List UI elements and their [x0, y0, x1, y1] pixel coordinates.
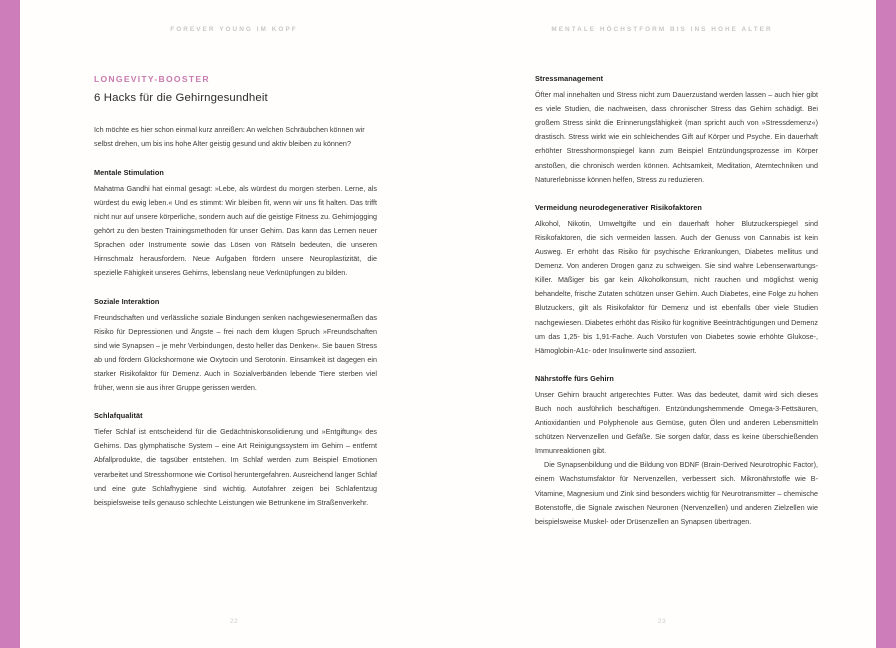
section-paragraph: Alkohol, Nikotin, Umweltgifte und ein dauerhaft hoher Blutzuckerspiegel sind Risikofaktoren, die sich vermeiden lassen. Auch der Genuss von Cannabis ist kein Ausweg. Er erhöht das Risiko für psychische Erkrankungen, Diabetes mellitus und Demenz. Von anderen Drogen ganz zu schweigen. Sie sind wahre Lebenserwartungs-Killer. Mäßiger bis gar kein Alkoholkonsum, nicht rauchen und möglichst wenig behandelte, frische Zutaten schützen unser Gehirn. Auch Diabetes, eine Folge zu hohen Blutzuckers, gilt als Risikofaktor für Demenz und ist ebenfalls über viele Studien nachgewiesen. Diabetes erhöht das Risiko für kognitive Beeinträchtigungen und Demenz um das 1,25- bis 1,91-Fache. Auch Vorstufen von Diabetes sowie erhöhte Glukose-, Hämoglobin-A1c- oder Insulinwerte sind assoziiert. — [535, 218, 818, 355]
right-page-number: 23 — [657, 618, 667, 625]
section-schlafqualitaet — [94, 411, 377, 510]
section-heading: Vermeidung neurodegenerativer Risikofaktoren — [535, 202, 702, 212]
section-paragraph: Mahatma Gandhi hat einmal gesagt: »Lebe, als würdest du morgen sterben. Lerne, als würdest du ewig leben.« Und es stimmt: Wir bleiben fit, wenn wir uns fit halten. Das trifft nicht nur auf unsere körperliche, sondern auch auf die geistige Fitness zu. Gehirnjogging gehört zu den besten Trainingsmethoden für unser Gehirn. Das kann das Lernen neuer Sprachen oder Instrumente sowie das Lösen von Rätseln bedeuten, die unseren Hirnschmalz herausfordern. Neue Aufgaben fördern unsere Neuroplastizität, die spezielle Fähigkeit unseres Gehirns, lebenslang neue Verknüpfungen zu bilden. — [94, 183, 377, 278]
page-title: 6 Hacks für die Gehirngesundheit — [94, 92, 268, 105]
section-heading: Soziale Interaktion — [94, 296, 160, 306]
section-heading: Stressmanagement — [535, 74, 604, 83]
section-heading: Mentale Stimulation — [94, 167, 164, 177]
right-page-text-column — [535, 74, 818, 529]
left-page-number: 22 — [229, 618, 239, 625]
chapter-kicker: LONGEVITY-BOOSTER — [94, 74, 210, 84]
left-running-head: FOREVER YOUNG IM KOPF — [170, 26, 298, 33]
section-naehrstoffe-fuers-gehirn — [535, 374, 818, 529]
section-heading: Schlafqualität — [94, 411, 143, 421]
section-paragraph: Tiefer Schlaf ist entscheidend für die Gedächtniskonsolidierung und »Entgiftung« des Gehirns. Das glymphatische System – eine Art Reinigungssystem im Gehirn – entfernt Abfallprodukte, die tagsüber entstehen. Im Schlaf werden zum Beispiel Emotionen verarbeitet und Stresshormone wie Cortisol heruntergefahren. Ausreichend langer Schlaf und eine gute Schlafhygiene sind wichtig. Autofahrer zeigen bei Schlafentzug beispielsweise teils genauso schlechte Leistungen wie Betrunkene im Straßenverkehr. — [94, 427, 377, 507]
left-page-edge-band — [0, 0, 20, 648]
section-heading: Nährstoffe fürs Gehirn — [535, 373, 614, 383]
section-paragraph: Freundschaften und verlässliche soziale Bindungen senken nachgewiesenermaßen das Risiko für Depressionen und Ängste – frei nach dem klugen Spruch »Freundschaften sind wie Synapsen – je mehr Verbindungen, desto heller das Denken«. Sie bauen Stress ab und fördern Glückshormone wie Oxytocin und Serotonin. Einsamkeit ist dagegen ein starker Risikofaktor für Demenz. Auch in Sozialverbänden lebende Tiere sterben viel früher, wenn sie aus ihrer Gruppe gerissen werden. — [94, 312, 377, 393]
intro-paragraph: Ich möchte es hier schon einmal kurz anreißen: An welchen Schräubchen können wir selbst drehen, um bis ins hohe Alter geistig gesund und aktiv bleiben zu können? — [94, 124, 365, 148]
section-mentale-stimulation — [94, 168, 377, 281]
section-paragraph: Öfter mal innehalten und Stress nicht zum Dauerzustand werden lassen – auch hier gibt es viele Studien, die nachweisen, dass chronischer Stress das Gehirn schädigt. Bei großem Stress sinkt die Erinnerungsfähigkeit (man spricht auch von »Stressdemenz«) drastisch. Stress wirkt wie ein schleichendes Gift auf Körper und Psyche. Ein dauerhaft erhöhter Stresshormonspiegel kann zum Beispiel Entzündungsprozesse im Körper anstoßen, die chronisch werden können. Achtsamkeit, Meditation, Atemtechniken und Naturerlebnisse können helfen, Stress zu reduzieren. — [535, 90, 818, 184]
section-vermeidung-risikofaktoren — [535, 203, 818, 358]
left-page — [20, 0, 448, 648]
section-soziale-interaktion — [94, 297, 377, 396]
section-paragraph: Unser Gehirn braucht artgerechtes Futter. Was das bedeutet, damit wird sich dieses Buch noch ausführlich beschäftigen. Entzündungshemmende Omega-3-Fettsäuren, Antioxidantien und Polyphenole aus Gemüse, guten Ölen und anderen Lebensmitteln schützen Nervenzellen und Gefäße. Sie sorgen dafür, dass es keine überschießenden Immunreaktionen gibt. — [535, 389, 818, 456]
left-page-text-column — [94, 74, 377, 510]
right-page-edge-band — [876, 0, 896, 648]
section-stressmanagement — [535, 74, 818, 187]
section-paragraph: Die Synapsenbildung und die Bildung von BDNF (Brain-Derived Neurotrophic Factor), einem Wachstumsfaktor für Nervenzellen, verbessert sich. Mikronährstoffe wie B-Vitamine, Magnesium und Zink sind besonders wichtig für Neurotransmitter – chemische Botenstoffe, die Signale zwischen Neuronen (Nervenzellen) und anderen Zielzellen wie beispielsweise Muskel- oder Drüsenzellen an Synapsen übertragen. — [535, 460, 818, 526]
right-running-head: MENTALE HÖCHSTFORM BIS INS HOHE ALTER — [551, 26, 773, 33]
right-page — [448, 0, 876, 648]
